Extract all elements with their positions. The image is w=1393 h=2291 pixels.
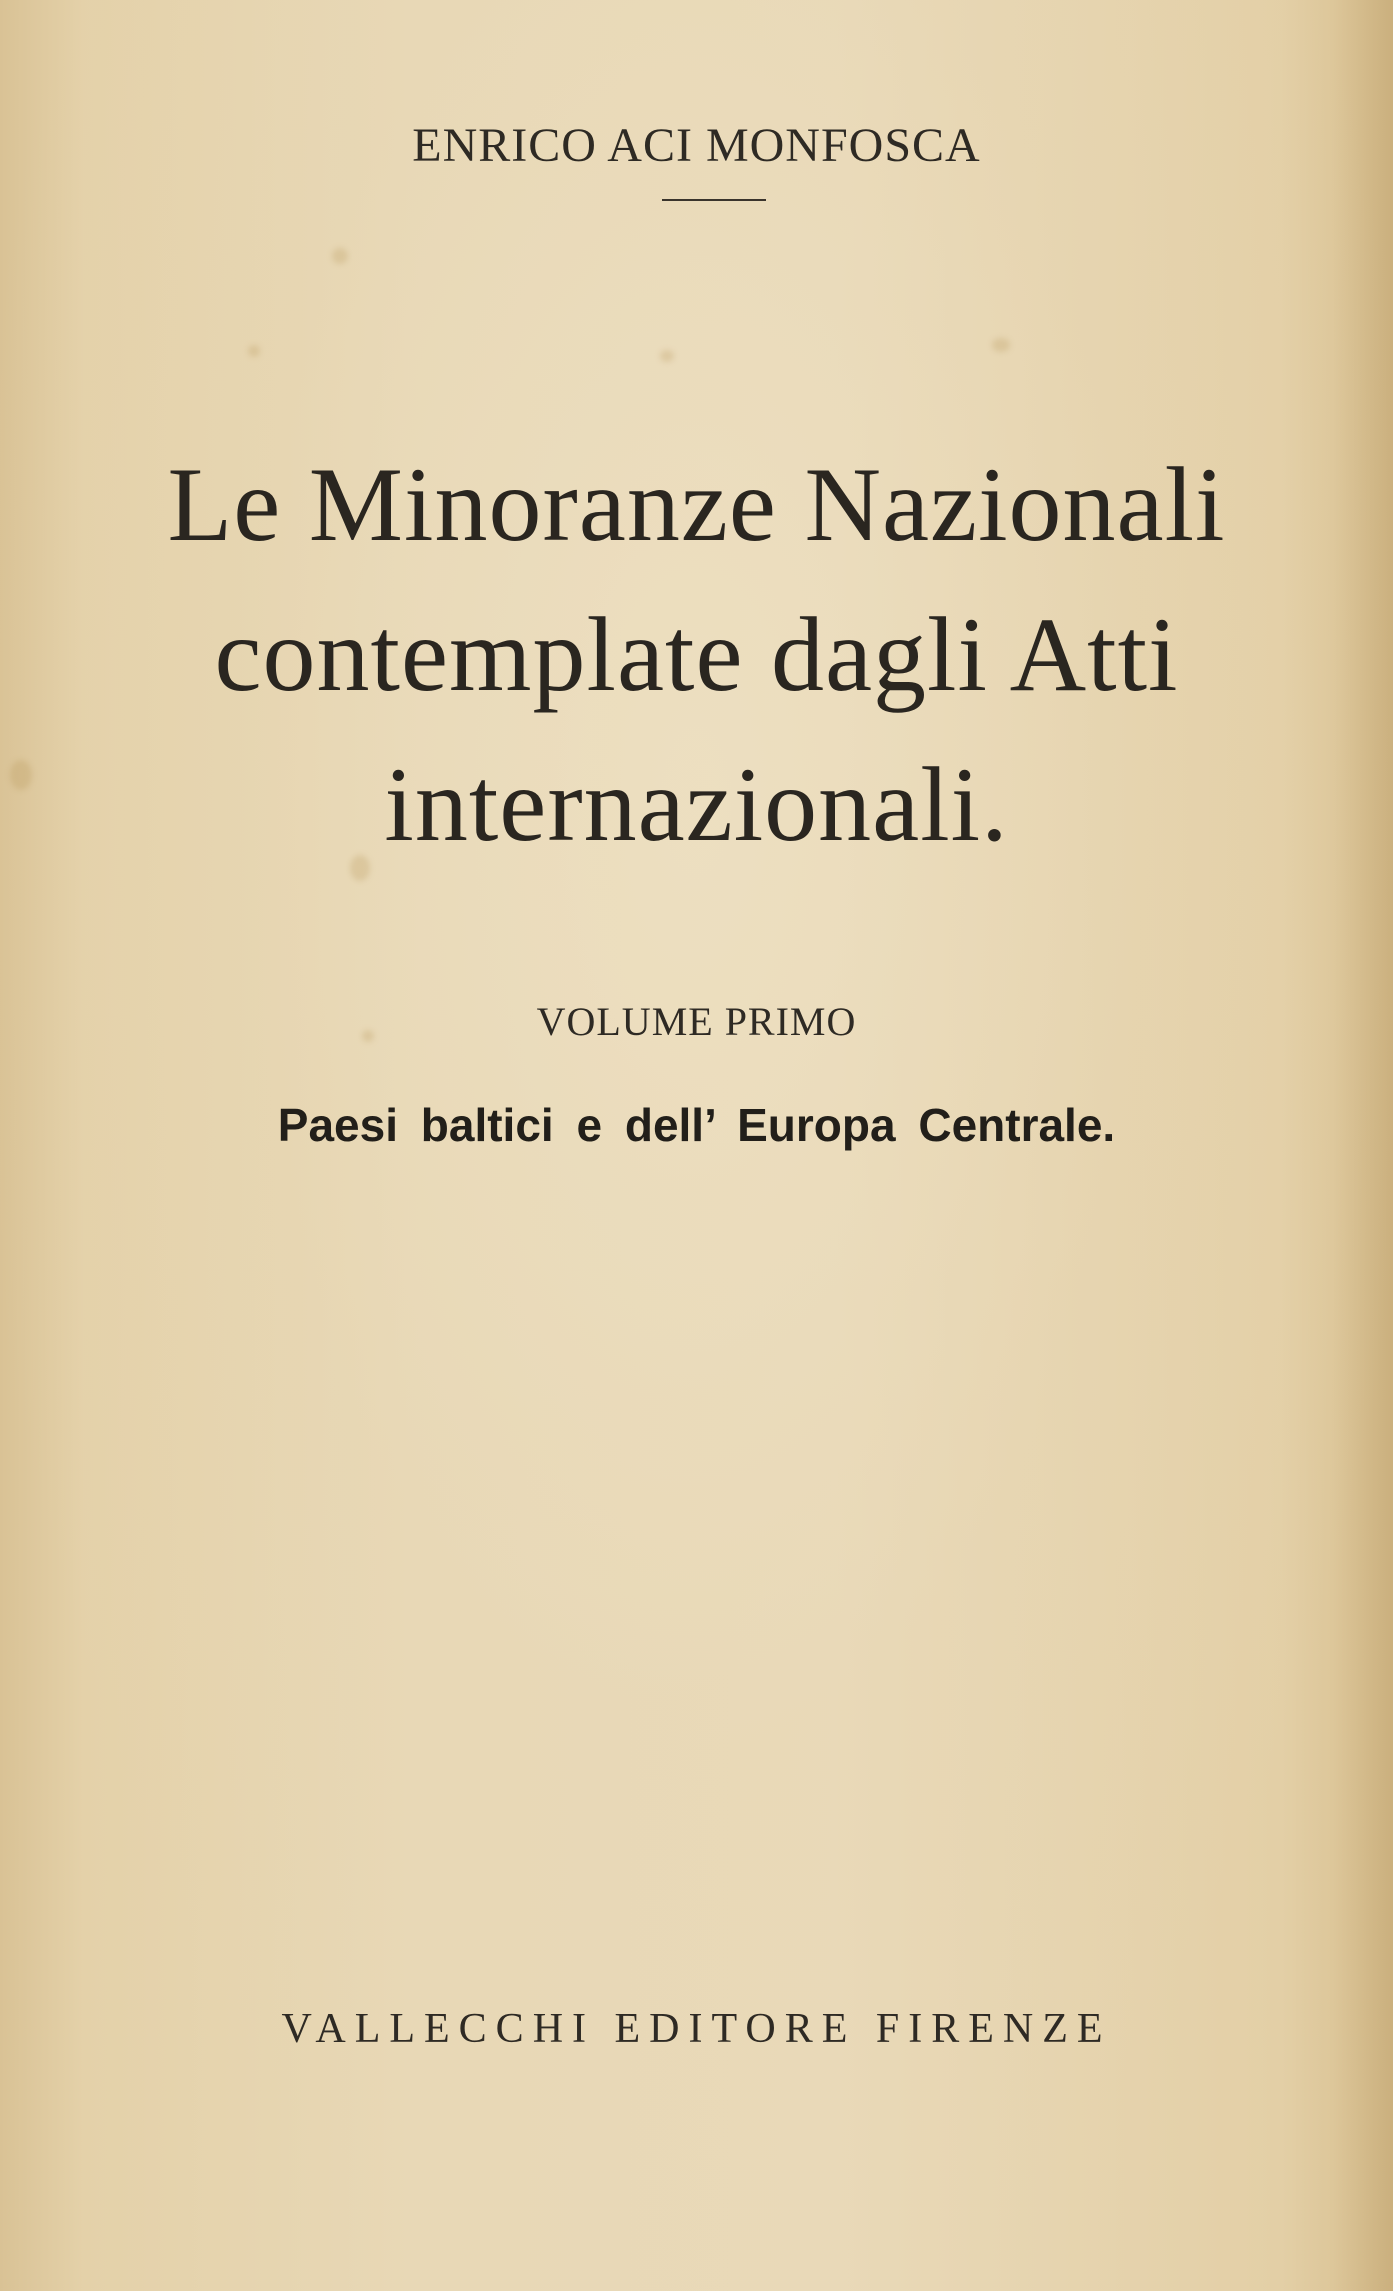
volume-subtitle: Paesi baltici e dell’ Europa Centrale. xyxy=(277,1099,1116,1151)
foxing-spot xyxy=(660,350,674,362)
foxing-spot xyxy=(10,760,32,790)
book-title xyxy=(100,430,1293,880)
foxing-spot xyxy=(332,248,348,264)
foxing-spot xyxy=(248,345,260,357)
volume-label: VOLUME PRIMO xyxy=(536,999,857,1044)
author-rule xyxy=(662,199,766,201)
book-title-line: contemplate dagli Atti xyxy=(214,596,1179,713)
publisher-imprint: VALLECCHI EDITORE FIRENZE xyxy=(281,2006,1112,2052)
book-title-line: Le Minoranze Nazionali xyxy=(167,446,1226,563)
book-title-line: internazionali. xyxy=(384,746,1009,863)
foxing-spot xyxy=(992,338,1010,352)
author-name: ENRICO ACI MONFOSCA xyxy=(412,119,981,172)
